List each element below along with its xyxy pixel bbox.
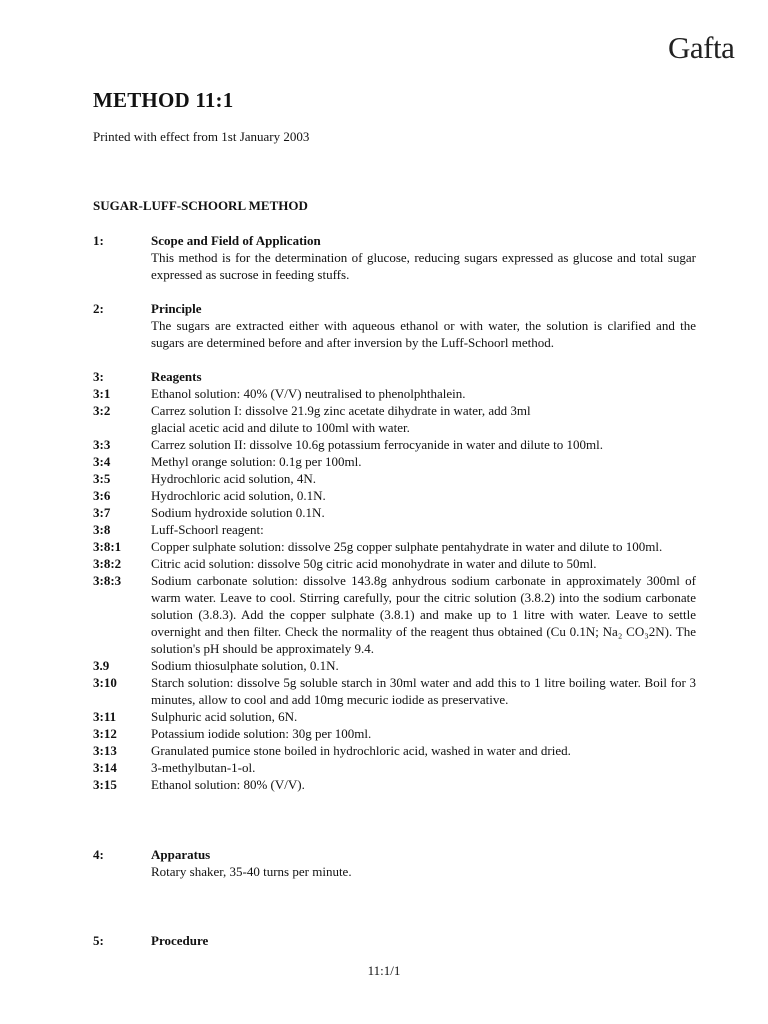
reagent-item bbox=[93, 385, 696, 402]
item-text: Potassium iodide solution: 30g per 100ml. bbox=[151, 726, 372, 741]
section-text: Rotary shaker, 35-40 turns per minute. bbox=[151, 864, 352, 879]
item-text: 3-methylbutan-1-ol. bbox=[151, 760, 256, 775]
item-number: 3:11 bbox=[93, 709, 117, 724]
item-text: Sulphuric acid solution, 6N. bbox=[151, 709, 298, 724]
item-number: 3:1 bbox=[93, 386, 111, 401]
item-text: Citric acid solution: dissolve 50g citric acid monohydrate in water and dilute to 50ml. bbox=[151, 556, 597, 571]
reagent-item bbox=[93, 776, 696, 793]
section-number: 5: bbox=[93, 933, 104, 948]
reagent-item bbox=[93, 657, 696, 674]
item-text: Sodium hydroxide solution 0.1N. bbox=[151, 505, 325, 520]
section-text: This method is for the determination of glucose, reducing sugars expressed as glucose and total sugar expressed as sucrose in feeding stuffs. bbox=[151, 250, 696, 282]
section-text: The sugars are extracted either with aqueous ethanol or with water, the solution is clarified and the sugars are determined before and after inversion by the Luff-Schoorl method. bbox=[151, 318, 696, 350]
item-number: 3:14 bbox=[93, 760, 117, 775]
reagent-item bbox=[93, 487, 696, 504]
printed-date: Printed with effect from 1st January 2003 bbox=[93, 129, 310, 144]
item-text: Methyl orange solution: 0.1g per 100ml. bbox=[151, 454, 362, 469]
reagent-item bbox=[93, 436, 696, 453]
section-heading: Reagents bbox=[151, 369, 202, 384]
section-number: 1: bbox=[93, 233, 104, 248]
reagent-item bbox=[93, 759, 696, 776]
item-text: Starch solution: dissolve 5g soluble starch in 30ml water and add this to 1 litre boiling water. Boil for 3 minutes, allow to cool and add 10mg mecuric iodide as preservative. bbox=[151, 675, 696, 707]
item-number: 3:7 bbox=[93, 505, 111, 520]
reagent-item bbox=[93, 674, 696, 708]
reagent-item bbox=[93, 470, 696, 487]
reagent-item bbox=[93, 725, 696, 742]
section-heading: Scope and Field of Application bbox=[151, 233, 321, 248]
section-number: 4: bbox=[93, 847, 104, 862]
page-number: 11:1/1 bbox=[367, 963, 401, 978]
item-number: 3:8 bbox=[93, 522, 111, 537]
item-number: 3:8:2 bbox=[93, 556, 122, 571]
item-number: 3.9 bbox=[93, 658, 110, 673]
item-number: 3:15 bbox=[93, 777, 117, 792]
item-number: 3:6 bbox=[93, 488, 111, 503]
section-reagents bbox=[93, 368, 696, 793]
section-heading: Apparatus bbox=[151, 847, 211, 862]
section-number: 2: bbox=[93, 301, 104, 316]
page-title: METHOD 11:1 bbox=[93, 88, 234, 112]
item-number: 3:12 bbox=[93, 726, 117, 741]
item-text: Ethanol solution: 80% (V/V). bbox=[151, 777, 305, 792]
item-number: 3:8:1 bbox=[93, 539, 122, 554]
item-text: Luff-Schoorl reagent: bbox=[151, 522, 264, 537]
gafta-logo: Gafta bbox=[668, 30, 735, 65]
item-text: Hydrochloric acid solution, 0.1N. bbox=[151, 488, 326, 503]
item-number: 3:5 bbox=[93, 471, 111, 486]
reagent-item bbox=[93, 555, 696, 572]
item-number: 3:13 bbox=[93, 743, 117, 758]
method-name: SUGAR-LUFF-SCHOORL METHOD bbox=[93, 198, 308, 213]
reagent-item bbox=[93, 504, 696, 521]
reagent-item bbox=[93, 708, 696, 725]
item-text: Sodium thiosulphate solution, 0.1N. bbox=[151, 658, 339, 673]
section-principle bbox=[93, 300, 696, 351]
section-heading: Procedure bbox=[151, 933, 209, 948]
reagent-item bbox=[93, 538, 696, 555]
item-text: Hydrochloric acid solution, 4N. bbox=[151, 471, 316, 486]
item-text: Carrez solution II: dissolve 10.6g potassium ferrocyanide in water and dilute to 100ml. bbox=[151, 437, 604, 452]
item-number: 3:3 bbox=[93, 437, 111, 452]
item-text: Carrez solution I: dissolve 21.9g zinc acetate dihydrate in water, add 3ml glacial acetic acid and dilute to 100ml with water. bbox=[151, 403, 531, 435]
reagent-item bbox=[93, 742, 696, 759]
item-text: Sodium carbonate solution: dissolve 143.8g anhydrous sodium carbonate in approximately 300ml of warm water. Leave to cool. Stirring carefully, pour the citric solution (3.8.2) into the sodium carbonate solution (3.8.3). Add the copper sulphate (3.8.1) and make up to 1 litre with water. Leave to settle overnight and then filter. Check the normality of the reagent thus obtained (Cu 0.1N; Na₂ CO₃2N). The solution's pH should be approximately 9.4. bbox=[151, 573, 696, 656]
reagent-item bbox=[93, 521, 696, 538]
section-scope bbox=[93, 232, 696, 283]
item-text: Granulated pumice stone boiled in hydrochloric acid, washed in water and dried. bbox=[151, 743, 571, 758]
section-apparatus bbox=[93, 846, 696, 880]
section-heading: Principle bbox=[151, 301, 202, 316]
item-number: 3:10 bbox=[93, 675, 117, 690]
item-text: Copper sulphate solution: dissolve 25g copper sulphate pentahydrate in water and dilute to 100ml. bbox=[151, 539, 663, 554]
item-number: 3:8:3 bbox=[93, 573, 122, 588]
section-number: 3: bbox=[93, 369, 104, 384]
item-number: 3:2 bbox=[93, 403, 111, 418]
section-procedure bbox=[93, 932, 696, 949]
reagent-item bbox=[93, 453, 696, 470]
item-text: Ethanol solution: 40% (V/V) neutralised to phenolphthalein. bbox=[151, 386, 466, 401]
item-number: 3:4 bbox=[93, 454, 111, 469]
reagent-item bbox=[93, 572, 696, 657]
reagent-item bbox=[93, 402, 696, 436]
